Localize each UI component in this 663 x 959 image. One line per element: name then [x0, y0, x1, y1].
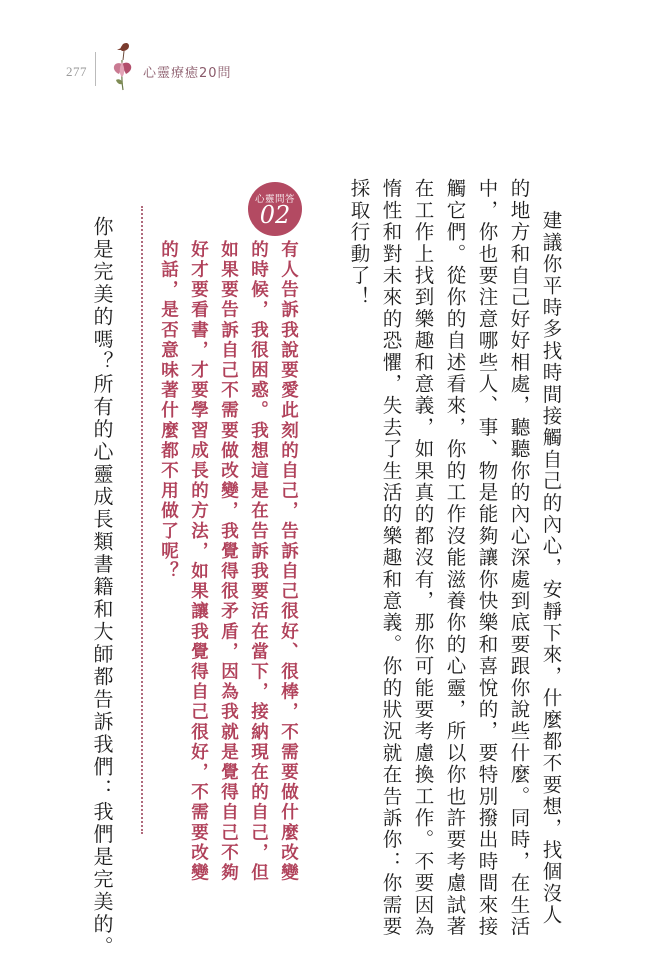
badge-number: 02 — [259, 201, 291, 229]
answer-column-5: 在工作上找到樂趣和意義，如果真的都沒有，那你可能要考慮換工作。不要因為 — [411, 178, 435, 938]
answer-column-4: 觸它們。從你的自述看來，你的工作沒能滋養你的心靈，所以你也許要考慮試著 — [443, 178, 467, 938]
question-column-4: 好才要看書，才要學習成長的方法，如果讓我覺得自己很好，不需要改變 — [188, 240, 209, 884]
question-column-5: 的話，是否意味著什麼都不用做了呢？ — [158, 240, 179, 582]
flower-bird-icon — [104, 40, 140, 92]
answer-column-6: 惰性和對未來的恐懼，失去了生活的樂趣和意義。你的狀況就在告訴你：你需要 — [379, 178, 403, 938]
question-badge — [248, 182, 302, 236]
answer-column-1: 建議你平時多找時間接觸自己的內心，安靜下來，什麼都不要想，找個沒人 — [539, 210, 563, 927]
book-title: 心靈療癒20問 — [143, 66, 232, 81]
question-divider — [141, 206, 143, 834]
question-column-2: 的時候，我很困惑。我想這是在告訴我要活在當下，接納現在的自己，但 — [248, 240, 269, 884]
answer-column-2: 的地方和自己好好相處，聽聽你的內心深處到底要跟你說些什麼。同時，在生活 — [507, 178, 531, 938]
badge-label: 心靈問答 — [254, 194, 295, 205]
page-number: 277 — [66, 64, 87, 79]
answer-column-3: 中，你也要注意哪些人、事、物是能夠讓你快樂和喜悅的，要特別撥出時間來接 — [475, 178, 499, 938]
header-divider — [95, 52, 96, 86]
next-question-column: 你是完美的嗎？所有的心靈成長類書籍和大師都告訴我們：我們是完美的。 — [90, 216, 114, 959]
question-column-1: 有人告訴我說要愛此刻的自己，告訴自己很好、很棒，不需要做什麼改變 — [278, 240, 299, 884]
question-column-3: 如果要告訴自己不需要做改變，我覺得很矛盾，因為我就是覺得自己不夠 — [218, 240, 239, 884]
answer-column-7: 採取行動了！ — [347, 178, 371, 309]
